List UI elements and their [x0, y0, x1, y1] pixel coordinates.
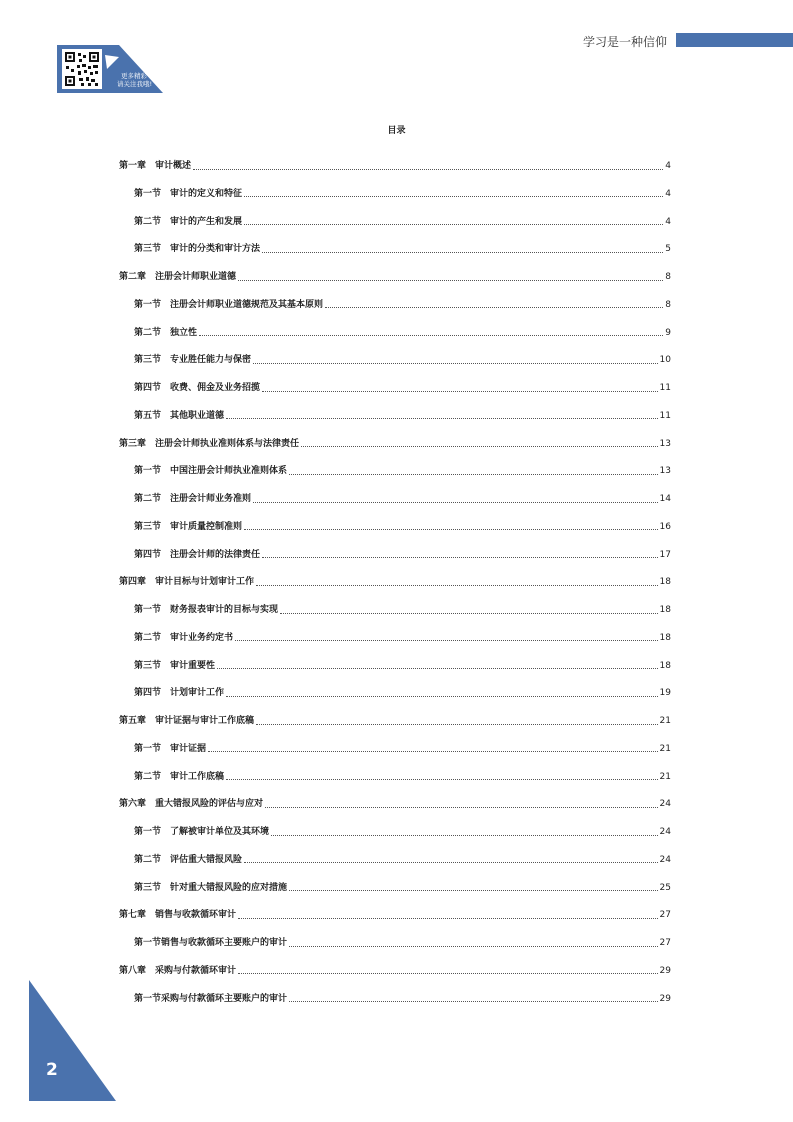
toc-dot-leader: [256, 585, 658, 586]
toc-entry-number: 第三节: [134, 355, 162, 366]
toc-entry-page: 18: [659, 660, 671, 671]
toc-entry-title: 重大错报风险的评估与应对: [155, 799, 264, 810]
toc-chapter-entry[interactable]: [119, 436, 671, 452]
toc-entry-number: 第二节: [134, 494, 162, 504]
toc-entry-page: 8: [665, 299, 671, 310]
toc-entry-page: 8: [665, 272, 671, 282]
toc-entry-title: 审计证据: [170, 743, 207, 754]
toc-section-entry[interactable]: [134, 991, 671, 1007]
toc-entry-page: 24: [659, 799, 671, 810]
toc-entry-number: 第一节: [134, 299, 162, 310]
toc-entry-number: 第一节: [134, 827, 162, 837]
toc-entry-title: 针对重大错报风险的应对措施: [170, 882, 288, 893]
toc-entry-number: 第七章: [119, 910, 147, 921]
toc-entry-number: 第一章: [119, 161, 147, 171]
toc-entry-title: 审计工作底稿: [170, 771, 225, 782]
toc-entry-title: 注册会计师执业准则体系与法律责任: [155, 438, 300, 449]
toc-dot-leader: [289, 1001, 658, 1002]
toc-entry-number: 第二节: [134, 854, 162, 865]
page-number: 2: [46, 1060, 58, 1080]
toc-entry-page: 21: [659, 743, 671, 754]
toc-entry-page: 18: [659, 605, 671, 615]
toc-chapter-entry[interactable]: [119, 713, 671, 729]
toc-entry-page: 5: [665, 244, 671, 255]
toc-dot-leader: [193, 169, 663, 170]
toc-entry-number: 第二节: [134, 771, 162, 782]
toc-entry-title: 独立性: [170, 327, 198, 338]
badge-line1: 更多精彩: [121, 72, 147, 80]
toc-entry-page: 14: [659, 494, 671, 504]
toc-dot-leader: [253, 502, 658, 503]
toc-dot-leader: [226, 696, 658, 697]
toc-dot-leader: [289, 474, 658, 475]
toc-entry-title: 其他职业道德: [170, 410, 225, 421]
toc-dot-leader: [289, 946, 658, 947]
toc-section-entry[interactable]: [134, 408, 671, 424]
toc-entry-number: 第五章: [119, 716, 147, 726]
toc-section-entry[interactable]: [134, 852, 671, 868]
toc-entry-page: 13: [659, 438, 671, 449]
toc-section-entry[interactable]: [134, 463, 671, 479]
toc-entry-page: 11: [659, 383, 671, 393]
toc-section-entry[interactable]: [134, 741, 671, 757]
toc-entry-page: 18: [659, 632, 671, 643]
toc-entry-title: 注册会计师职业道德规范及其基本原则: [170, 299, 324, 310]
toc-dot-leader: [262, 252, 663, 253]
toc-entry-title: 评估重大错报风险: [170, 854, 243, 865]
toc-entry-page: 16: [659, 521, 671, 532]
header-accent-bar: [676, 33, 793, 47]
toc-dot-leader: [325, 307, 663, 308]
toc-entry-title: 审计的产生和发展: [170, 216, 243, 227]
toc-dot-leader: [301, 446, 658, 447]
toc-dot-leader: [226, 418, 658, 419]
toc-entry-title: 审计重要性: [170, 660, 216, 671]
toc-entry-title: 审计的定义和特征: [170, 188, 243, 199]
toc-chapter-entry[interactable]: [119, 796, 671, 812]
toc-entry-page: 29: [659, 965, 671, 976]
toc-entry-title: 计划审计工作: [170, 688, 225, 699]
toc-dot-leader: [244, 862, 658, 863]
toc-section-entry[interactable]: [134, 630, 671, 646]
toc-dot-leader: [199, 335, 663, 336]
toc-entry-title: 第一节销售与收款循环主要账户的审计: [134, 938, 288, 948]
toc-entry-title: 审计的分类和审计方法: [170, 244, 261, 255]
toc-entry-page: 25: [659, 882, 671, 893]
toc-entry-number: 第三节: [134, 882, 162, 893]
toc-entry-title: 了解被审计单位及其环境: [170, 827, 270, 837]
toc-entry-number: 第五节: [134, 410, 162, 421]
toc-section-entry[interactable]: [134, 491, 671, 507]
toc-entry-page: 4: [665, 161, 671, 171]
toc-entry-page: 4: [665, 188, 671, 199]
toc-title: 目录: [387, 126, 406, 136]
toc-dot-leader: [238, 918, 658, 919]
toc-entry-title: 注册会计师的法律责任: [170, 549, 261, 560]
toc-dot-leader: [244, 224, 663, 225]
toc-entry-page: 24: [659, 827, 671, 837]
toc-entry-title: 审计业务约定书: [170, 632, 234, 643]
toc-entry-title: 审计质量控制准则: [170, 521, 243, 532]
badge-line2: 请关注我哦!: [117, 80, 153, 88]
toc-dot-leader: [253, 363, 658, 364]
toc-entry-title: 专业胜任能力与保密: [170, 355, 252, 366]
toc-entry-page: 19: [659, 688, 671, 699]
toc-section-entry[interactable]: [134, 824, 671, 840]
toc-dot-leader: [262, 557, 658, 558]
toc-entry-title: 审计证据与审计工作底稿: [155, 716, 255, 726]
toc-entry-page: 27: [659, 910, 671, 921]
header-badge: [57, 45, 163, 93]
toc-dot-leader: [262, 391, 658, 392]
toc-section-entry[interactable]: [134, 297, 671, 313]
toc-section-entry[interactable]: [134, 685, 671, 701]
toc-entry-title: 财务报表审计的目标与实现: [170, 605, 279, 615]
toc-entry-number: 第四章: [119, 577, 147, 588]
header-slogan: 学习是一种信仰: [583, 35, 668, 49]
toc-entry-number: 第二章: [119, 272, 147, 282]
toc-entry-number: 第四节: [134, 383, 162, 393]
toc-entry-title: 注册会计师职业道德: [155, 272, 237, 282]
toc-section-entry[interactable]: [134, 880, 671, 896]
toc-entry-number: 第二节: [134, 216, 162, 227]
toc-chapter-entry[interactable]: [119, 574, 671, 590]
toc-dot-leader: [238, 973, 658, 974]
toc-dot-leader: [238, 280, 663, 281]
toc-entry-page: 9: [665, 327, 671, 338]
toc-entry-title: 收费、佣金及业务招揽: [170, 383, 261, 393]
toc-entry-page: 24: [659, 854, 671, 865]
toc-section-entry[interactable]: [134, 241, 671, 257]
toc-dot-leader: [256, 724, 658, 725]
toc-dot-leader: [208, 751, 658, 752]
toc-entry-title: 审计概述: [155, 161, 192, 171]
toc-entry-page: 27: [659, 938, 671, 948]
toc-entry-number: 第一节: [134, 466, 162, 477]
toc-entry-page: 11: [659, 410, 671, 421]
toc-entry-number: 第二节: [134, 632, 162, 643]
toc-section-entry[interactable]: [134, 352, 671, 368]
toc-entry-number: 第八章: [119, 965, 147, 976]
toc-entry-number: 第一节: [134, 605, 162, 615]
toc-section-entry[interactable]: [134, 935, 671, 951]
toc-entry-page: 21: [659, 716, 671, 726]
toc-chapter-entry[interactable]: [119, 158, 671, 174]
toc-entry-number: 第三节: [134, 660, 162, 671]
toc-entry-page: 29: [659, 993, 671, 1004]
toc-entry-page: 17: [659, 549, 671, 560]
toc-entry-title: 采购与付款循环审计: [155, 965, 237, 976]
toc-dot-leader: [271, 835, 658, 836]
toc-dot-leader: [226, 779, 658, 780]
toc-dot-leader: [244, 529, 658, 530]
toc-entry-page: 21: [659, 771, 671, 782]
toc-dot-leader: [265, 807, 658, 808]
toc-dot-leader: [235, 640, 658, 641]
toc-entry-number: 第一节: [134, 188, 162, 199]
toc-dot-leader: [289, 890, 658, 891]
toc-chapter-entry[interactable]: [119, 963, 671, 979]
toc-entry-page: 10: [659, 355, 671, 366]
toc-entry-page: 13: [659, 466, 671, 477]
toc-section-entry[interactable]: [134, 602, 671, 618]
toc-section-entry[interactable]: [134, 214, 671, 230]
footer-corner-shape: [29, 980, 116, 1101]
toc-entry-number: 第三节: [134, 521, 162, 532]
toc-entry-number: 第四节: [134, 688, 162, 699]
toc-chapter-entry[interactable]: [119, 907, 671, 923]
toc-section-entry[interactable]: [134, 658, 671, 674]
toc-entry-title: 审计目标与计划审计工作: [155, 577, 255, 588]
toc-dot-leader: [280, 613, 658, 614]
toc-entry-page: 18: [659, 577, 671, 588]
toc-entry-page: 4: [665, 216, 671, 227]
toc-entry-title: 中国注册会计师执业准则体系: [170, 466, 288, 477]
toc-section-entry[interactable]: [134, 325, 671, 341]
toc-entry-number: 第二节: [134, 327, 162, 338]
toc-section-entry[interactable]: [134, 769, 671, 785]
toc-section-entry[interactable]: [134, 380, 671, 396]
toc-dot-leader: [244, 196, 663, 197]
toc-entry-title: 第一节采购与付款循环主要账户的审计: [134, 993, 288, 1004]
toc-section-entry[interactable]: [134, 186, 671, 202]
toc-entry-number: 第一节: [134, 743, 162, 754]
toc-section-entry[interactable]: [134, 547, 671, 563]
toc-entry-number: 第三章: [119, 438, 147, 449]
toc-entry-number: 第六章: [119, 799, 147, 810]
toc-entry-number: 第三节: [134, 244, 162, 255]
toc-chapter-entry[interactable]: [119, 269, 671, 285]
toc-section-entry[interactable]: [134, 519, 671, 535]
toc-entry-number: 第四节: [134, 549, 162, 560]
toc-dot-leader: [217, 668, 658, 669]
toc-entry-title: 销售与收款循环审计: [155, 910, 237, 921]
toc-entry-title: 注册会计师业务准则: [170, 494, 252, 504]
